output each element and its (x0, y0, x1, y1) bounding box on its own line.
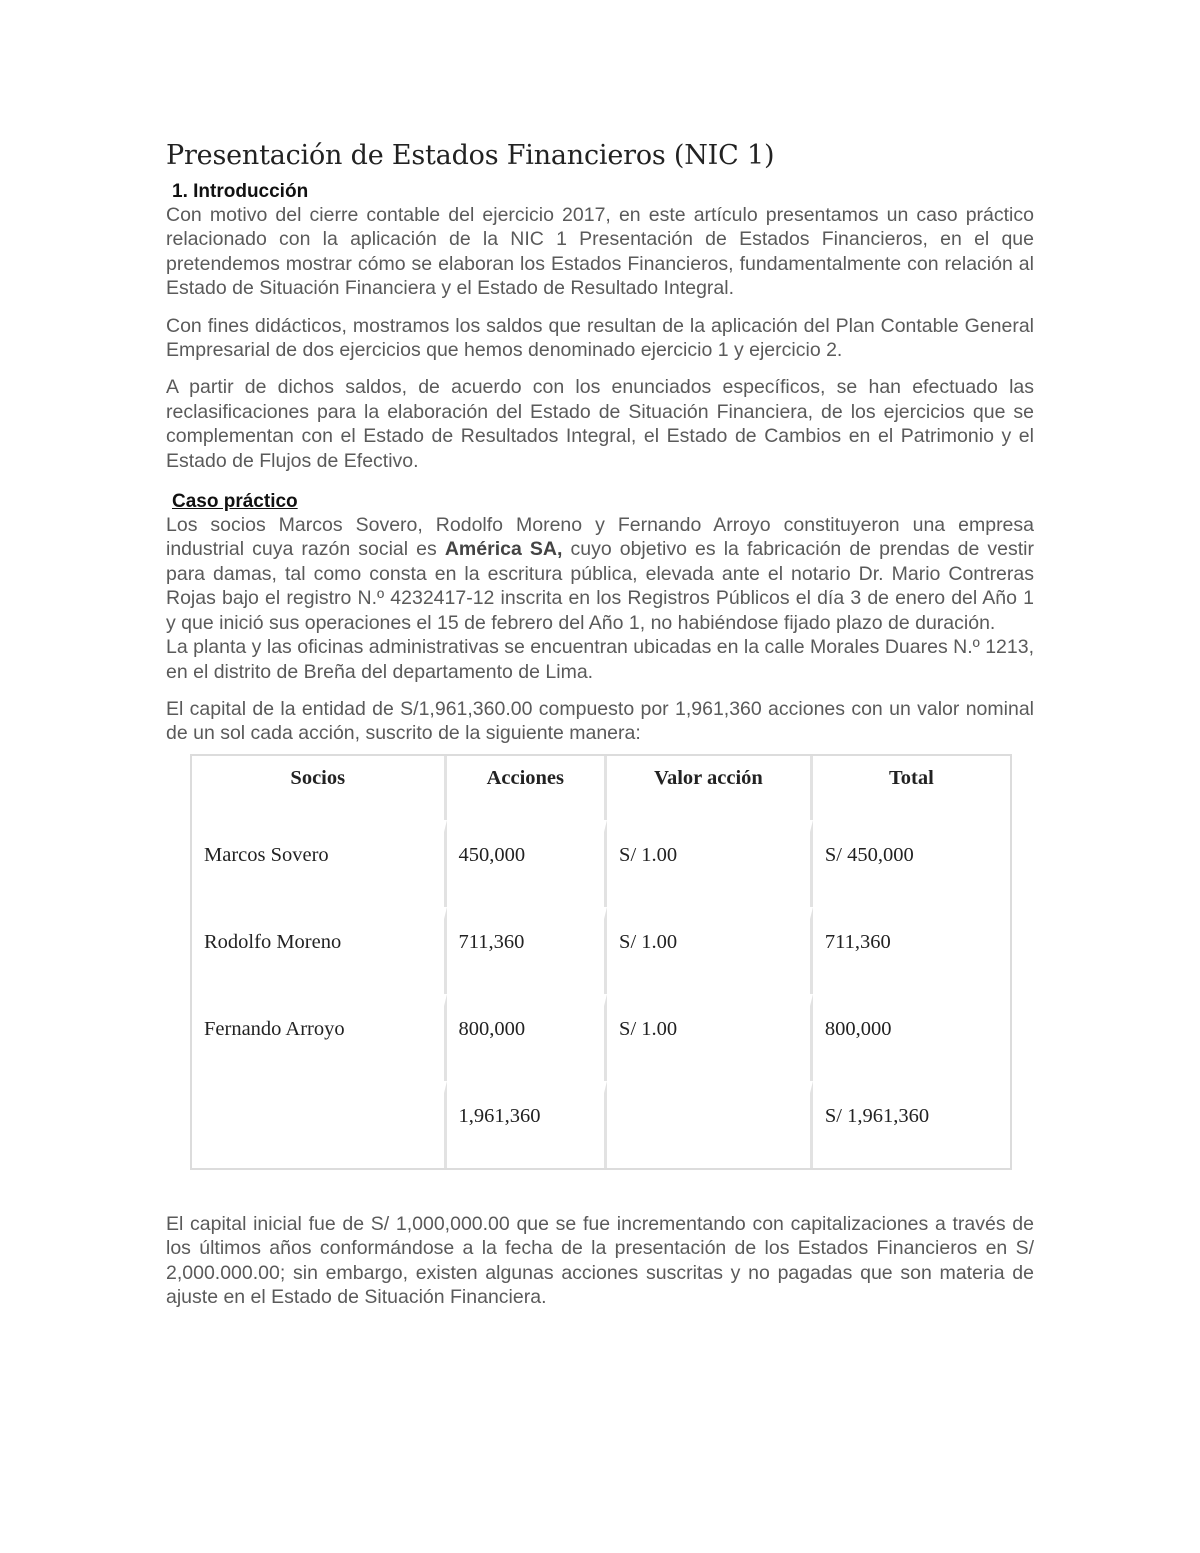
cell-valor: S/ 1.00 (607, 994, 813, 1081)
cell-total: 711,360 (813, 907, 1010, 994)
document-page (166, 140, 1034, 1322)
table-header-row (192, 756, 1010, 820)
case-paragraph-2: La planta y las oficinas administrativas se encuentran ubicadas en la calle Morales Duares N.º 1213, en el distrito de Breña del departamento de Lima. (166, 636, 1034, 683)
case-paragraph-1-end: cuyo objetivo es la fabricación de prendas de vestir para damas, tal como consta en la escritura pública, elevada ante el notario Dr. Mario Contreras Rojas bajo el registro N.º 4232417-12 inscrita en los Registros Públicos el día 3 de enero del Año 1 y que inició sus operaciones el 15 de febrero del Año 1, no habiéndose fijado plazo de duración. (166, 538, 1034, 634)
intro-paragraph-3: A partir de dichos saldos, de acuerdo con los enunciados específicos, se han efectuado las reclasificaciones para la elaboración del Estado de Situación Financiera, de los ejercicios que se complementan con el Estado de Resultados Integral, el Estado de Cambios en el Patrimonio y el Estado de Flujos de Efectivo. (166, 376, 1034, 472)
header-acciones: Acciones (447, 756, 608, 820)
cell-valor: S/ 1.00 (607, 907, 813, 994)
section-heading-caso-practico: Caso práctico (172, 491, 298, 513)
cell-acciones-total: 1,961,360 (447, 1081, 608, 1168)
cell-acciones: 450,000 (447, 820, 608, 907)
case-paragraph-3: El capital de la entidad de S/1,961,360.00 compuesto por 1,961,360 acciones con un valor nominal de un sol cada acción, suscrito de la siguiente manera: (166, 697, 1034, 745)
cell-acciones: 711,360 (447, 907, 608, 994)
table-row (192, 994, 1010, 1081)
cell-total: 800,000 (813, 994, 1010, 1081)
section-heading-introduccion: 1. Introducción (172, 181, 309, 202)
table-total-row (192, 1081, 1010, 1168)
spacer (166, 1170, 1034, 1212)
intro-paragraph-1: Con motivo del cierre contable del ejercicio 2017, en este artículo presentamos un caso práctico relacionado con la aplicación de la NIC 1 Presentación de Estados Financieros, en el que pretendemos mostrar cómo se elaboran los Estados Financieros, fundamentalmente con relación al Estado de Situación Financiera y el Estado de Resultado Integral. (166, 204, 1034, 300)
table-row (192, 907, 1010, 994)
cell-valor: S/ 1.00 (607, 820, 813, 907)
case-paragraph-1-start: Los socios Marcos Sovero, Rodolfo Moreno y Fernando Arroyo constituyeron una empresa industrial cuya razón social es (166, 514, 1034, 561)
cell-acciones: 800,000 (447, 994, 608, 1081)
header-valor-accion: Valor acción (607, 756, 813, 820)
intro-paragraph-2: Con fines didácticos, mostramos los saldos que resultan de la aplicación del Plan Contable General Empresarial de dos ejercicios que hemos denominado ejercicio 1 y ejercicio 2. (166, 314, 1034, 362)
header-total: Total (889, 766, 934, 789)
header-socios: Socios (192, 756, 447, 820)
cell-socio: Fernando Arroyo (192, 994, 447, 1081)
closing-paragraph: El capital inicial fue de S/ 1,000,000.00 que se fue incrementando con capitalizaciones a través de los últimos años conformándose a la fecha de la presentación de los Estados Financieros en S/ 2,000.000.00; sin embargo, existen algunas acciones suscritas y no pagadas que son materia de ajuste en el Estado de Situación Financiera. (166, 1212, 1034, 1308)
cell-socio: Marcos Sovero (192, 820, 447, 907)
cell-total: S/ 450,000 (813, 820, 1010, 907)
cell-valor (607, 1081, 813, 1168)
shareholders-table (190, 754, 1012, 1170)
cell-total-sum: S/ 1,961,360 (813, 1081, 1010, 1168)
company-name: América SA, (444, 538, 563, 561)
table-row (192, 820, 1010, 907)
cell-socio (192, 1081, 447, 1168)
document-title: Presentación de Estados Financieros (NIC 1) (166, 140, 775, 171)
cell-socio: Rodolfo Moreno (192, 907, 447, 994)
case-paragraph-1 (166, 513, 1034, 635)
